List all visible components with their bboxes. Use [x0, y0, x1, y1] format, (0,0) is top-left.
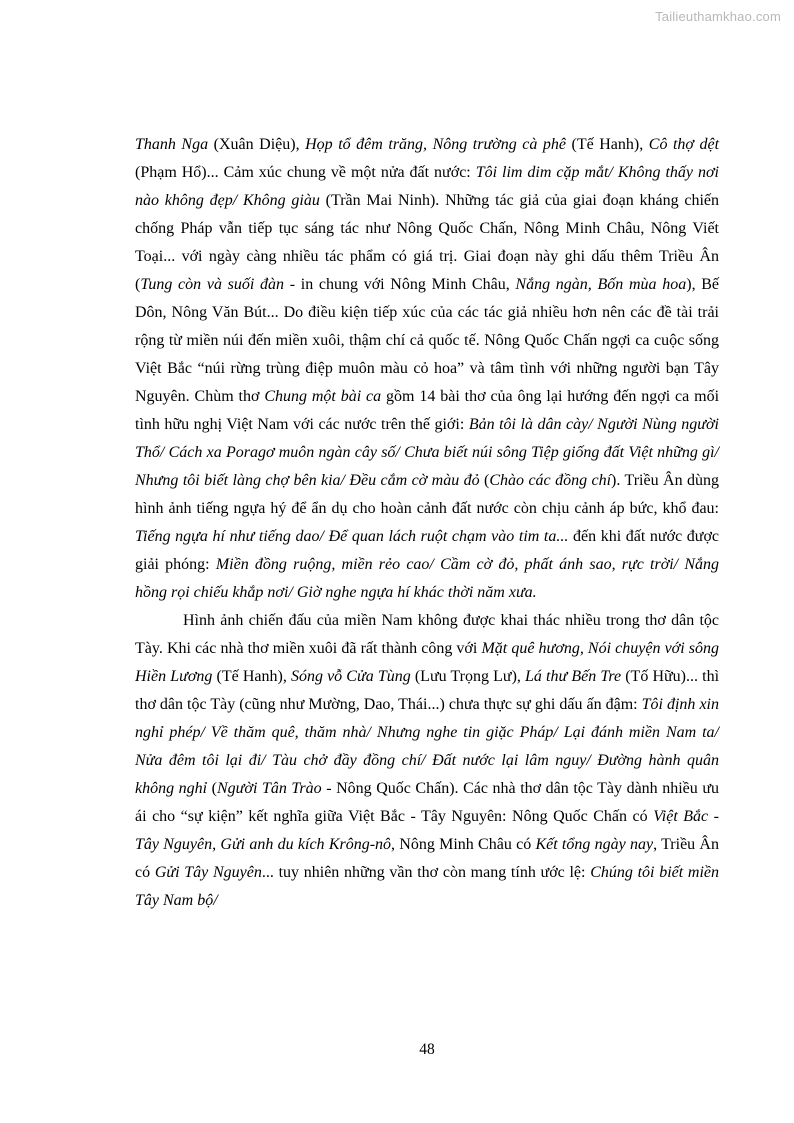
- italic-text-run: Việt Bắc - Tây Nguyên, Gửi anh du kích Krông-nô: [135, 808, 720, 853]
- text-run: đến khi đất nước được giải phóng:: [135, 528, 720, 573]
- italic-text-run: Tung còn và suối đàn: [140, 276, 285, 293]
- text-run: (Phạm Hổ)... Cảm xúc chung về một nửa đất nước:: [135, 164, 476, 181]
- italic-text-run: Tiếng ngựa hí như tiếng dao/ Để quan lách ruột chạm vào tim ta...: [135, 528, 569, 545]
- text-run: (Tế Hanh),: [212, 668, 291, 685]
- text-run: (: [207, 780, 217, 797]
- text-run: (Lưu Trọng Lư),: [410, 668, 526, 685]
- text-run: Hình ảnh chiến đấu của miền Nam không được khai thác nhiều trong thơ dân tộc Tày. Khi các nhà thơ miền xuôi đã rất thành công với: [135, 612, 719, 657]
- italic-text-run: Mặt quê hương, Nói chuyện với sông Hiền Lương: [135, 640, 719, 685]
- italic-text-run: Cô thợ dệt: [648, 136, 720, 153]
- text-run: ... tuy nhiên những vần thơ còn mang tính ước lệ:: [261, 864, 591, 881]
- document-body: [135, 131, 719, 915]
- text-run: - in chung với Nông Minh Châu,: [284, 276, 516, 293]
- text-run: (Tế Hanh),: [565, 136, 649, 153]
- italic-text-run: Chào các đồng chí: [489, 472, 612, 489]
- paragraph: [135, 131, 719, 607]
- italic-text-run: Chung một bài ca: [264, 388, 382, 405]
- text-run: ), Bế Dôn, Nông Văn Bút... Do điều kiện tiếp xúc của các tác giả nhiều hơn nên các đề tài trải rộng từ miền núi đến miền xuôi, thậm chí cả quốc tế. Nông Quốc Chấn ngợi ca cuộc sống Việt Bắc “núi rừng trùng điệp muôn màu cỏ hoa” và tâm tình với những người bạn Tây Nguyên. Chùm thơ: [135, 276, 720, 405]
- italic-text-run: Sóng vỗ Cửa Tùng: [290, 668, 411, 685]
- text-run: ). Triều Ân dùng hình ảnh tiếng ngựa hý để ẩn dụ cho hoàn cảnh đất nước còn chịu cảnh áp bức, khổ đau:: [135, 472, 719, 517]
- page-number: 48: [419, 1041, 435, 1058]
- italic-text-run: Nắng ngàn, Bốn mùa hoa: [515, 276, 687, 293]
- italic-text-run: Lá thư Bến Tre: [525, 668, 622, 685]
- italic-text-run: Tôi lim dim cặp mắt/ Không thấy nơi nào không đẹp/ Không giàu: [135, 164, 719, 209]
- text-run: (Trần Mai Ninh). Những tác giả của giai đoạn kháng chiến chống Pháp vẫn tiếp tục sáng tác như Nông Quốc Chấn, Nông Minh Châu, Nông Viết Toại... với ngày càng nhiều tác phẩm có giá trị. Giai đoạn này ghi dấu thêm Triều Ân (: [135, 192, 720, 293]
- italic-text-run: Thanh Nga: [135, 136, 209, 153]
- italic-text-run: Bản tôi là dân cày/ Người Nùng người Thổ/ Cách xa Poragơ muôn ngàn cây số/ Chưa biết núi sông Tiệp giống đất Việt những gì/ Nhưng tôi biết làng chợ bên kia/ Đều cắm cờ màu đỏ: [135, 416, 719, 489]
- italic-text-run: Chúng tôi biết miền Tây Nam bộ/: [135, 864, 720, 909]
- text-run: - Nông Quốc Chấn). Các nhà thơ dân tộc Tày dành nhiều ưu ái cho “sự kiện” kết nghĩa giữa Việt Bắc - Tây Nguyên: Nông Quốc Chấn có: [135, 780, 720, 825]
- text-run: , Nông Minh Châu có: [391, 836, 536, 853]
- italic-text-run: Họp tổ đêm trăng, Nông trường cà phê: [305, 136, 566, 153]
- text-run: (: [479, 472, 490, 489]
- text-run: (Tố Hữu)... thì thơ dân tộc Tày (cũng như Mường, Dao, Thái...) chưa thực sự ghi dấu ấn đậm:: [135, 668, 720, 713]
- watermark: Tailieuthamkhao.com: [655, 9, 781, 24]
- italic-text-run: Tôi định xin nghỉ phép/ Về thăm quê, thăm nhà/ Nhưng nghe tin giặc Pháp/ Lại đánh miền Nam ta/ Nửa đêm tôi lại đi/ Tàu chở đầy đồng chí/ Đất nước lại lâm nguy/ Đường hành quân không nghỉ: [135, 696, 720, 797]
- text-run: , Triều Ân có: [135, 836, 719, 881]
- paragraph: [135, 607, 719, 915]
- italic-text-run: Người Tân Trào: [217, 780, 322, 797]
- text-run: gồm 14 bài thơ của ông lại hướng đến ngợi ca mối tình hữu nghị Việt Nam với các nước trên thế giới:: [135, 388, 720, 433]
- italic-text-run: Gửi Tây Nguyên: [154, 864, 262, 881]
- italic-text-run: Kết tổng ngày nay: [535, 836, 654, 853]
- text-run: (Xuân Diệu),: [208, 136, 306, 153]
- italic-text-run: Miền đồng ruộng, miền rẻo cao/ Cầm cờ đỏ, phất ánh sao, rực trời/ Nắng hồng rọi chiếu khắp nơi/ Giờ nghe ngựa hí khác thời năm xưa.: [135, 556, 719, 601]
